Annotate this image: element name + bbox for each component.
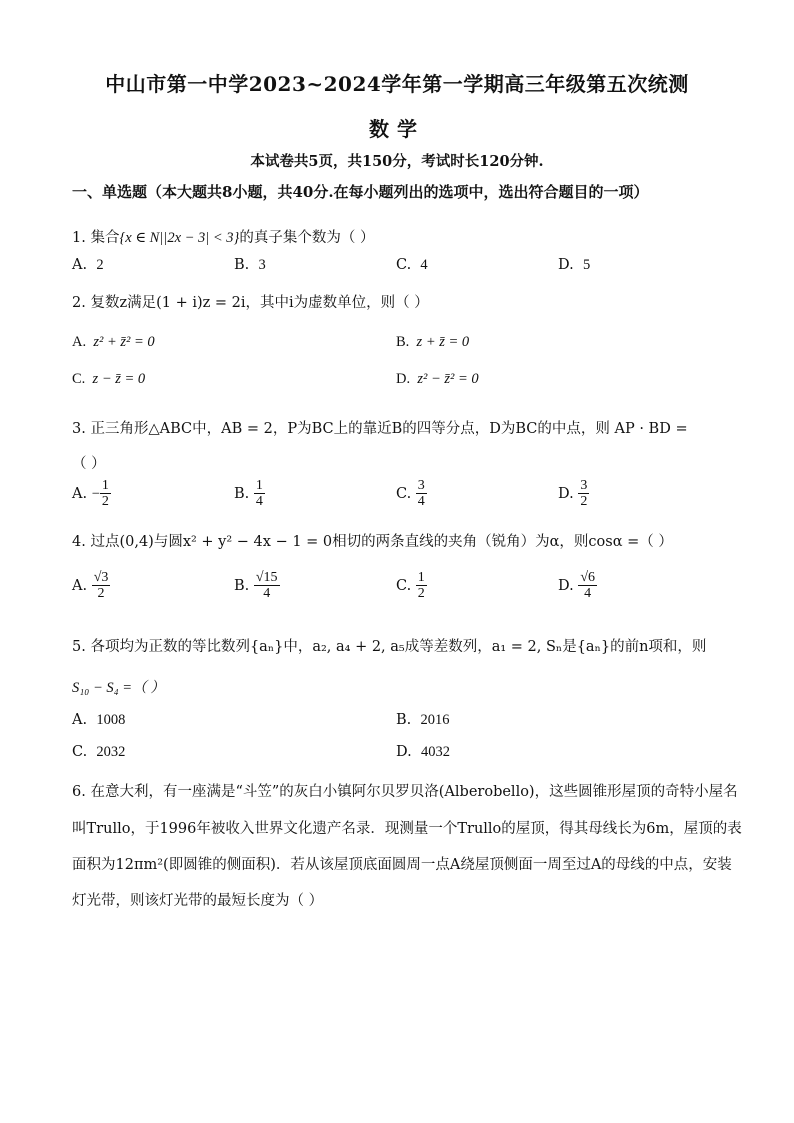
q3-option-c[interactable]: C. $\frac{3}{4}$ (396, 478, 425, 510)
q4-number: 4. (72, 534, 86, 550)
exam-title: 中山市第一中学2023~2024学年第一学期高三年级第五次统测 (105, 72, 689, 96)
exam-instructions: 本试卷共5页，共150分，考试时长120分钟. (250, 153, 544, 170)
q5-option-b[interactable]: B. 2016 (396, 712, 450, 728)
q1-option-c[interactable]: C. 4 (396, 257, 428, 273)
q6-line-2: 叫Trullo，于1996年被收入世界文化遗产名录．现测量一个Trullo的屋顶，得其母线长为6m，屋顶的表 (72, 821, 742, 837)
q6-line-3: 面积为12πm²(即圆锥的侧面积)．若从该屋顶底面圆周一点A绕屋顶侧面一周至过A的母线的中点，安装 (72, 857, 732, 873)
question-5 (72, 635, 706, 656)
q4-option-b[interactable]: B. $\frac{√15}{4}$ (234, 570, 278, 602)
q5-option-c[interactable]: C. 2032 (72, 744, 126, 760)
q1-suffix: 的真子集个数为（ ） (239, 230, 375, 246)
q1-set: {x ∈ N||2x − 3| < 3} (119, 230, 240, 246)
q3-option-a[interactable]: A. − $\frac{1}{2}$ (72, 478, 109, 510)
q5-text: 各项均为正数的等比数列{aₙ}中，a₂, a₄ + 2, a₅成等差数列，a₁ = 2, Sₙ是{aₙ}的前n项和，则 (90, 639, 707, 655)
q1-number: 1. (72, 230, 86, 246)
q5-continuation: S₁₀ − S₄ =（ ） (72, 680, 165, 696)
q4-option-a[interactable]: A. $\frac{√3}{2}$ (72, 570, 109, 602)
q6-line-1: 在意大利，有一座满是“斗笠”的灰白小镇阿尔贝罗贝洛(Alberobello)，这些圆锥形屋顶的奇特小屋名 (90, 784, 738, 800)
q4-text: 过点(0,4)与圆x² + y² − 4x − 1 = 0相切的两条直线的夹角（锐角）为α，则cosα =（ ） (90, 534, 673, 550)
q5-option-a[interactable]: A. 1008 (72, 712, 126, 728)
q5-option-d[interactable]: D. 4032 (396, 744, 450, 760)
q1-option-b[interactable]: B. 3 (234, 257, 266, 273)
q3-text: 正三角形△ABC中，AB = 2，P为BC上的靠近B的四等分点，D为BC的中点，则 AP · BD = (90, 421, 688, 437)
question-6 (72, 780, 738, 801)
q4-option-c[interactable]: C. $\frac{1}{2}$ (396, 570, 425, 602)
question-3 (72, 417, 688, 438)
question-2 (72, 291, 429, 312)
section-heading: 一、单选题（本大题共8小题，共40分.在每小题列出的选项中，选出符合题目的一项） (72, 183, 649, 201)
question-4 (72, 530, 673, 551)
q3-option-b[interactable]: B. $\frac{1}{4}$ (234, 478, 263, 510)
q6-line-4: 灯光带，则该灯光带的最短长度为（ ） (72, 893, 324, 909)
q2-option-d[interactable]: D. z² − z̄² = 0 (396, 371, 479, 387)
q3-number: 3. (72, 421, 86, 437)
question-1 (72, 226, 374, 247)
q1-option-d[interactable]: D. 5 (558, 257, 591, 273)
q3-option-d[interactable]: D. $\frac{3}{2}$ (558, 478, 588, 510)
q1-option-a[interactable]: A. 2 (72, 257, 104, 273)
q1-prefix: 集合 (90, 230, 120, 246)
subject-title: 数学 (369, 117, 425, 141)
q5-number: 5. (72, 639, 86, 655)
q2-option-b[interactable]: B. z + z̄ = 0 (396, 334, 470, 350)
q2-option-c[interactable]: C. z − z̄ = 0 (72, 371, 146, 387)
q4-option-d[interactable]: D. $\frac{√6}{4}$ (558, 570, 596, 602)
q3-continuation: （ ） (72, 456, 106, 472)
q2-text: 复数z满足(1 + i)z = 2i，其中i为虚数单位，则（ ） (90, 295, 429, 311)
q6-number: 6. (72, 784, 86, 800)
q2-option-a[interactable]: A. z² + z̄² = 0 (72, 334, 155, 350)
q2-number: 2. (72, 295, 86, 311)
